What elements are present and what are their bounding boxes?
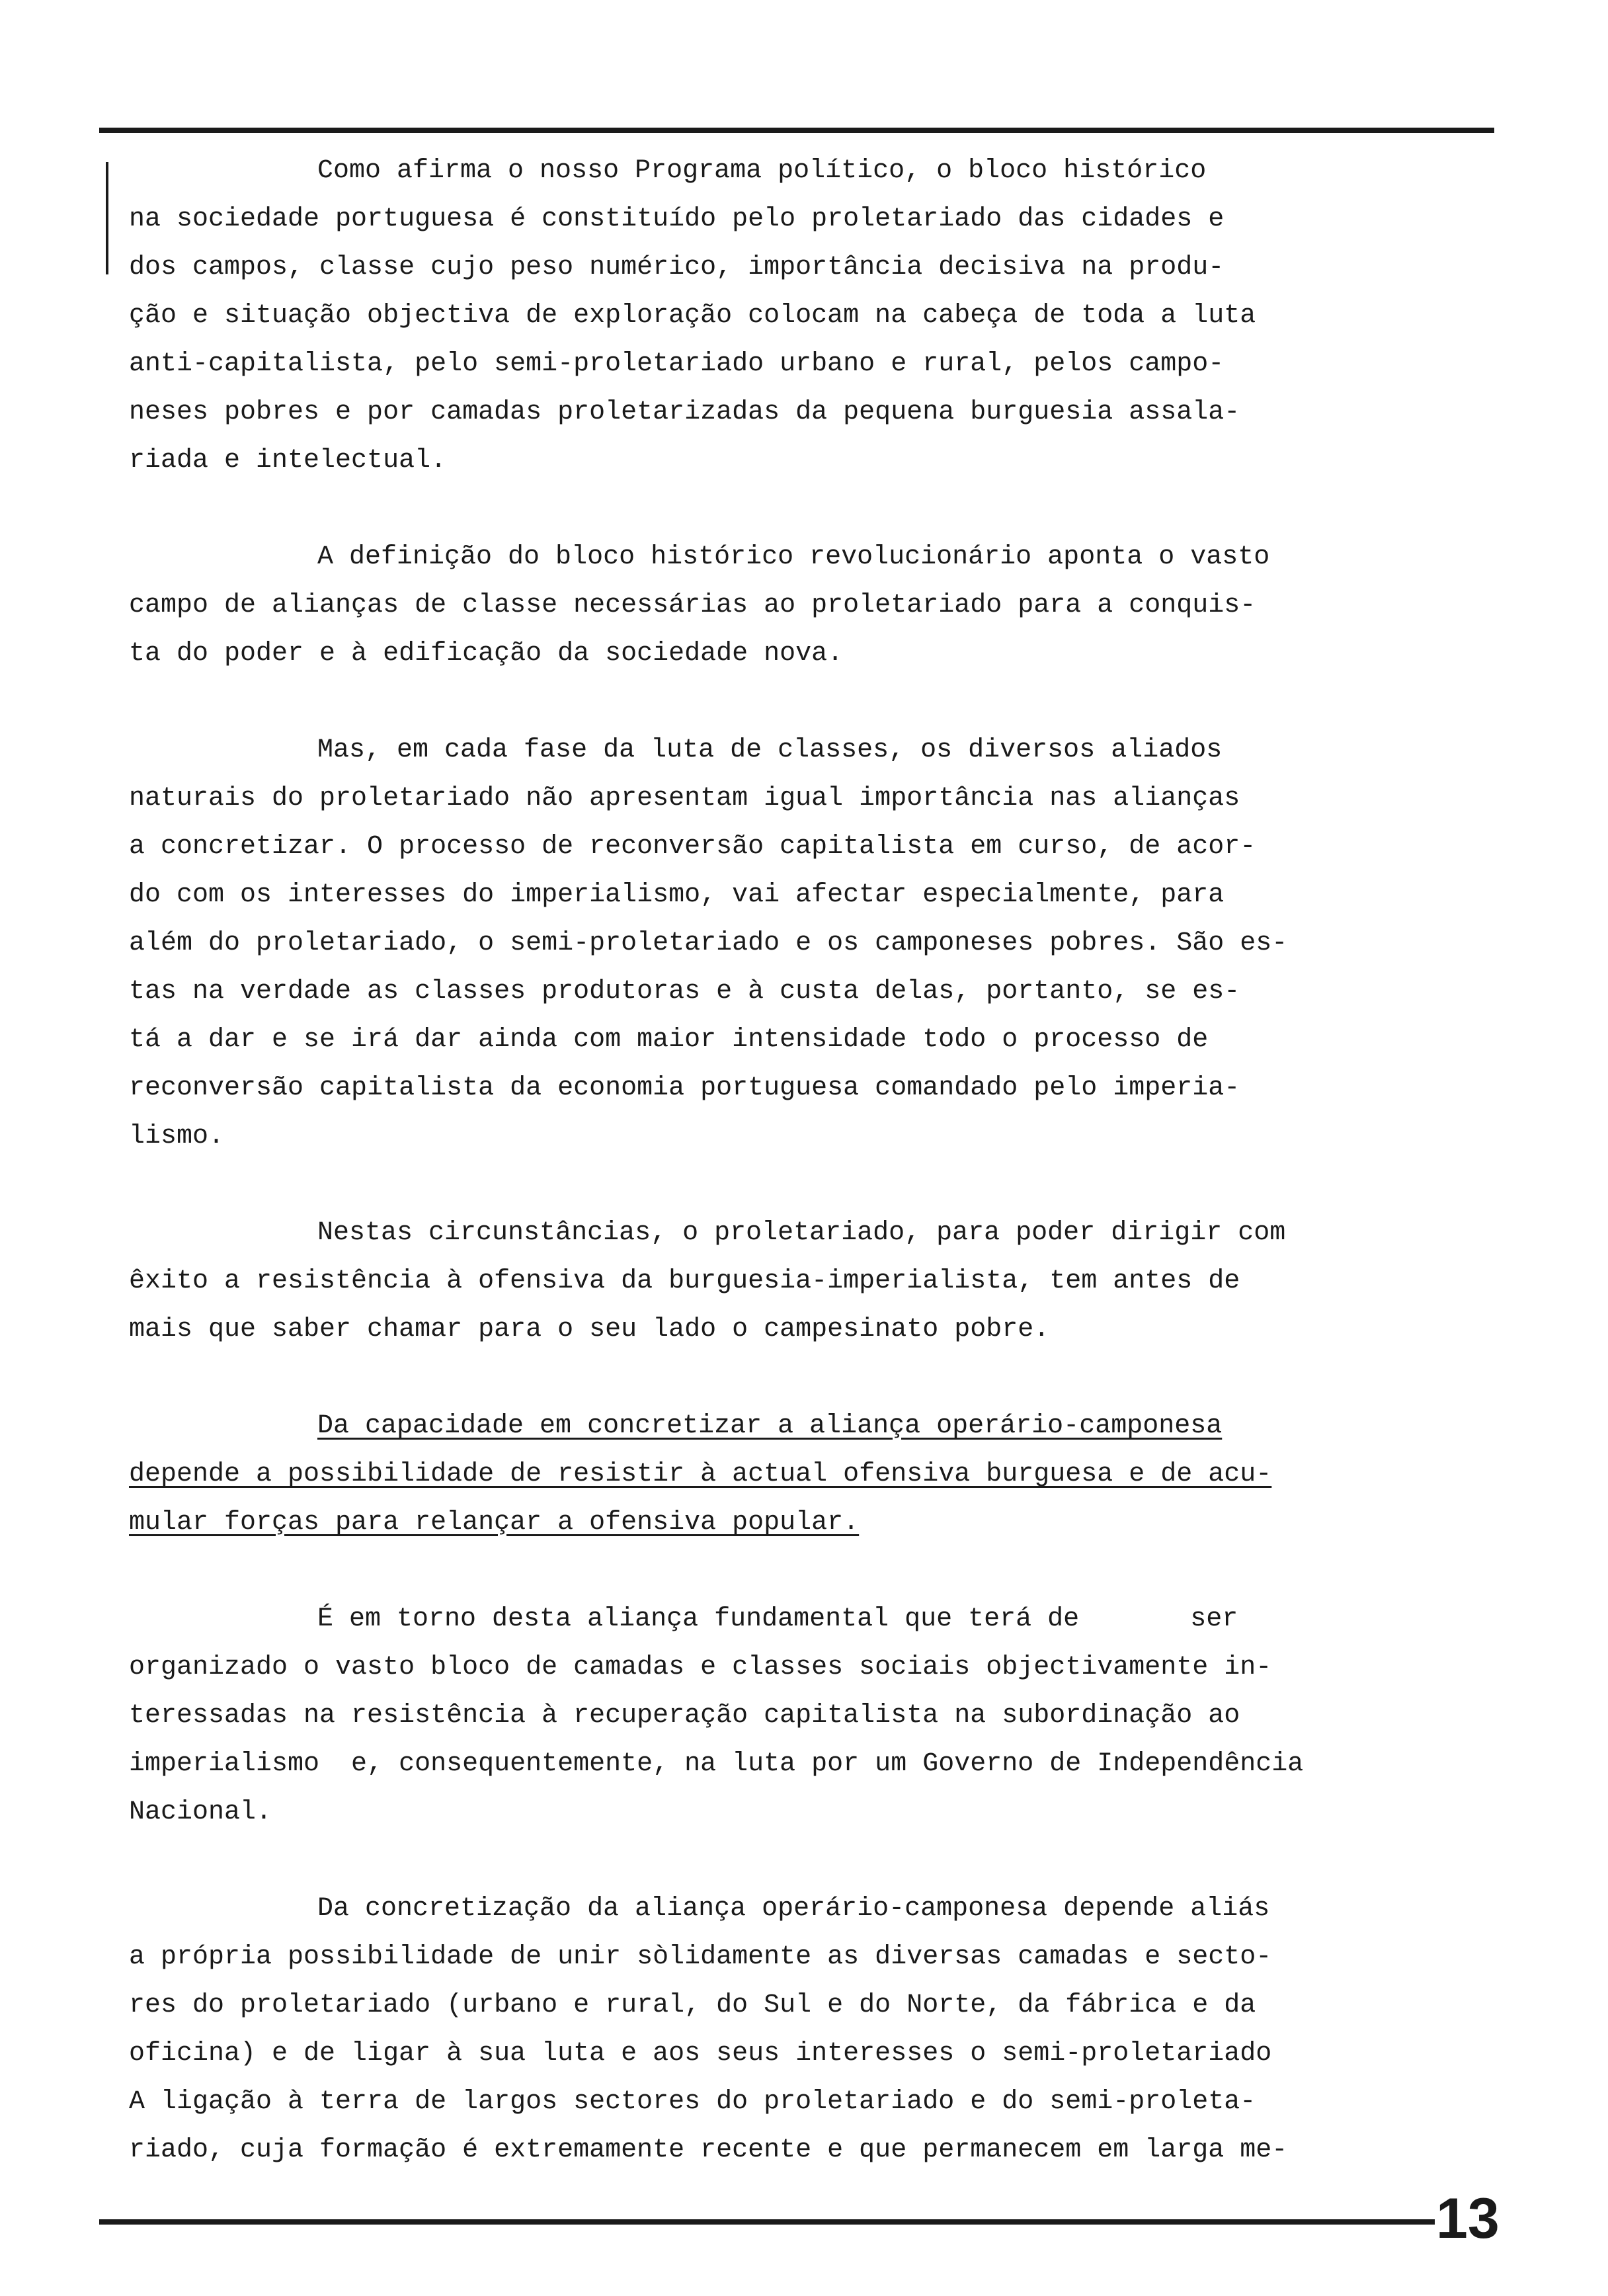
text-line: campo de alianças de classe necessárias ao proletariado para a conquis- [129, 591, 1256, 620]
text-line: Mas, em cada fase da luta de classes, os diversos aliados [317, 735, 1223, 765]
text-line: êxito a resistência à ofensiva da burguesia-imperialista, tem antes de [129, 1266, 1240, 1296]
text-line: tas na verdade as classes produtoras e à custa delas, portanto, se es- [129, 977, 1240, 1006]
text-line: lismo. [129, 1122, 225, 1151]
paragraph [129, 147, 1306, 485]
page-number: 13 [1436, 2187, 1500, 2250]
top-rule [99, 128, 1494, 133]
text-line: tá a dar e se irá dar ainda com maior intensidade todo o processo de [129, 1025, 1209, 1055]
text-line: Como afirma o nosso Programa político, o bloco histórico [317, 156, 1207, 186]
text-line: organizado o vasto bloco de camadas e classes sociais objectivamente in- [129, 1653, 1272, 1682]
text-line: teressadas na resistência à recuperação capitalista na subordinação ao [129, 1701, 1240, 1731]
text-line: dos campos, classe cujo peso numérico, importância decisiva na produ- [129, 253, 1225, 282]
text-line: res do proletariado (urbano e rural, do Sul e do Norte, da fábrica e da [129, 1990, 1256, 2020]
margin-bracket-mark [106, 162, 115, 274]
text-line: riada e intelectual. [129, 446, 447, 475]
text-line: mais que saber chamar para o seu lado o campesinato pobre. [129, 1315, 1050, 1344]
body-text [129, 147, 1306, 2223]
text-line: anti-capitalista, pelo semi-proletariado urbano e rural, pelos campo- [129, 349, 1225, 379]
paragraph [129, 1209, 1306, 1354]
text-line: A definição do bloco histórico revolucionário aponta o vasto [317, 542, 1270, 572]
text-line: na sociedade portuguesa é constituído pelo proletariado das cidades e [129, 204, 1225, 234]
text-line: É em torno desta aliança fundamental que terá de ser [317, 1604, 1238, 1634]
text-line [129, 1402, 1306, 1450]
text-line: oficina) e de ligar à sua luta e aos seus interesses o semi-proletariado [129, 2039, 1272, 2069]
text-line: Nestas circunstâncias, o proletariado, para poder dirigir com [317, 1218, 1286, 1248]
text-line: Da concretização da aliança operário-camponesa depende aliás [317, 1894, 1270, 1924]
text-line: a concretizar. O processo de reconversão capitalista em curso, de acor- [129, 832, 1256, 862]
text-line: a própria possibilidade de unir sòlidamente as diversas camadas e secto- [129, 1942, 1272, 1972]
paragraph [129, 726, 1306, 1161]
underlined-text: mular forças para relançar a ofensiva popular. [129, 1508, 860, 1538]
bottom-rule [99, 2219, 1435, 2225]
text-line: do com os interesses do imperialismo, vai afectar especialmente, para [129, 880, 1225, 910]
text-line [129, 1450, 1306, 1498]
underlined-text: Da capacidade em concretizar a aliança operário-camponesa [317, 1411, 1223, 1441]
underlined-text: depende a possibilidade de resistir à actual ofensiva burguesa e de acu- [129, 1459, 1272, 1489]
text-line [129, 1498, 1306, 1547]
text-line: reconversão capitalista da economia portuguesa comandado pelo imperia- [129, 1073, 1240, 1103]
text-line: naturais do proletariado não apresentam igual importância nas alianças [129, 784, 1240, 813]
paragraph [129, 1402, 1306, 1547]
text-line: imperialismo e, consequentemente, na luta por um Governo de Independência [129, 1749, 1304, 1779]
text-line: Nacional. [129, 1797, 272, 1827]
text-line: ta do poder e à edificação da sociedade nova. [129, 639, 844, 669]
paragraph [129, 533, 1306, 678]
text-line: A ligação à terra de largos sectores do proletariado e do semi-proleta- [129, 2087, 1256, 2117]
paragraph [129, 1595, 1306, 1836]
text-line: riado, cuja formação é extremamente recente e que permanecem em larga me- [129, 2135, 1288, 2165]
text-line: ção e situação objectiva de exploração colocam na cabeça de toda a luta [129, 301, 1256, 331]
text-line: além do proletariado, o semi-proletariado e os camponeses pobres. São es- [129, 928, 1288, 958]
text-line: neses pobres e por camadas proletarizadas da pequena burguesia assala- [129, 397, 1240, 427]
paragraph [129, 1885, 1306, 2174]
